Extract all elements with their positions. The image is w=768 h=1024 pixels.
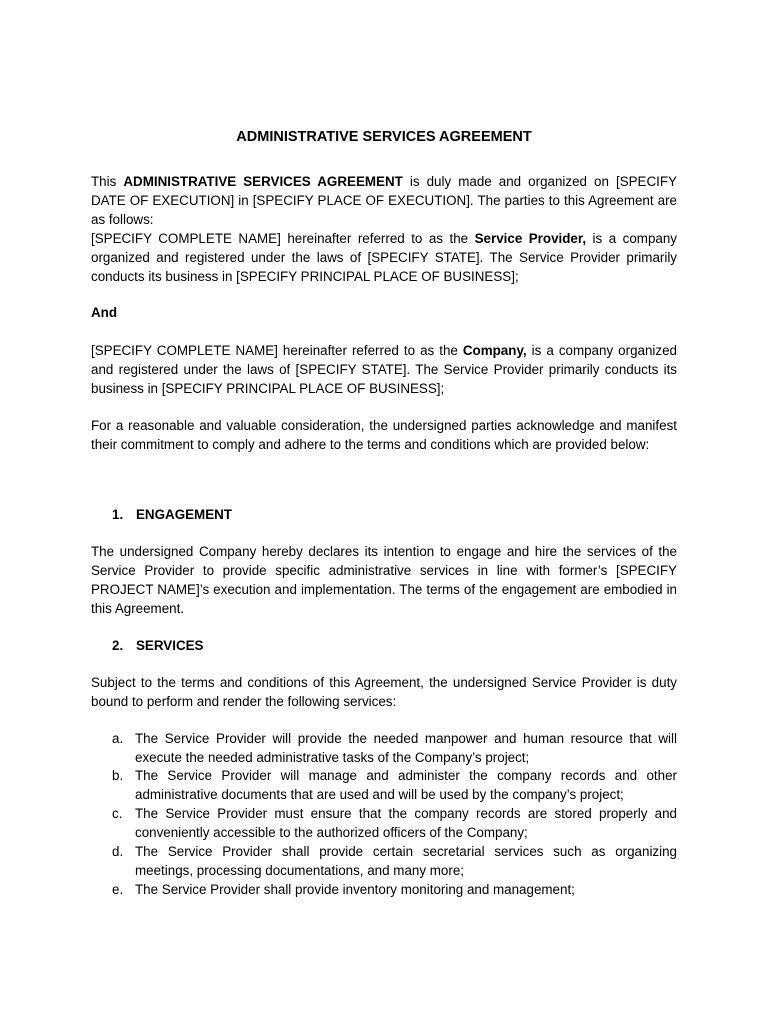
list-item-text: The Service Provider shall provide inventory monitoring and management;	[135, 882, 575, 897]
section-heading-engagement	[112, 505, 232, 524]
party1-pre: [SPECIFY COMPLETE NAME] hereinafter referred to as the	[91, 231, 475, 246]
list-item-text: The Service Provider will provide the needed manpower and human resource that will execute the needed administrative tasks of the Company’s project;	[135, 731, 677, 765]
list-item	[112, 880, 677, 899]
intro-post: is duly made and organized on [SPECIFY DATE OF EXECUTION] in [SPECIFY PLACE OF EXECUTION]. The parties to this Agreement are as follows:	[91, 174, 677, 227]
list-item-text: The Service Provider will manage and administer the company records and other administrative documents that are used and will be used by the company’s project;	[135, 768, 677, 802]
section-heading-services	[112, 636, 203, 655]
section-number: 2.	[112, 638, 124, 653]
list-item-letter: c.	[112, 806, 123, 821]
party1-bold: Service Provider,	[474, 231, 587, 246]
party1-paragraph	[91, 229, 677, 286]
party2-post: is a company organized and registered under the laws of [SPECIFY STATE]. The Service Provider primarily conducts its business in [SPECIFY PRINCIPAL PLACE OF BUSINESS];	[91, 343, 677, 396]
list-item	[112, 766, 677, 804]
list-item-text: The Service Provider shall provide certain secretarial services such as organizing meetings, processing documentations, and many more;	[135, 844, 677, 878]
section-title: SERVICES	[136, 638, 204, 653]
party2-bold: Company,	[462, 343, 527, 358]
section-title: ENGAGEMENT	[136, 507, 232, 522]
section-number: 1.	[112, 507, 124, 522]
list-item-letter: e.	[112, 882, 124, 897]
intro-paragraph	[91, 172, 677, 229]
list-item-letter: a.	[112, 731, 124, 746]
document-title: ADMINISTRATIVE SERVICES AGREEMENT	[236, 129, 532, 145]
list-item-letter: b.	[112, 768, 124, 783]
list-item	[112, 804, 677, 842]
intro-bold: ADMINISTRATIVE SERVICES AGREEMENT	[123, 174, 403, 189]
consideration-paragraph: For a reasonable and valuable consideration, the undersigned parties acknowledge and manifest their commitment to comply and adhere to the terms and conditions which are provided below:	[91, 418, 677, 452]
list-item	[112, 729, 677, 767]
list-item-text: The Service Provider must ensure that the company records are stored properly and conveniently accessible to the authorized officers of the Company;	[135, 806, 677, 840]
services-paragraph: Subject to the terms and conditions of this Agreement, the undersigned Service Provider is duty bound to perform and render the following services:	[91, 675, 677, 709]
and-label: And	[91, 305, 118, 320]
party1-post: is a company organized and registered under the laws of [SPECIFY STATE]. The Service Provider primarily conducts its business in [SPECIFY PRINCIPAL PLACE OF BUSINESS];	[91, 231, 677, 284]
engagement-paragraph: The undersigned Company hereby declares its intention to engage and hire the services of the Service Provider to provide specific administrative services in line with former’s [SPECIFY PROJECT NAME]’s execution and implementation. The terms of the engagement are embodied in this Agreement.	[91, 544, 677, 616]
party2-paragraph	[91, 341, 677, 398]
list-item	[112, 842, 677, 880]
party2-pre: [SPECIFY COMPLETE NAME] hereinafter referred to as the	[91, 343, 463, 358]
list-item-letter: d.	[112, 844, 124, 859]
intro-pre: This	[91, 174, 124, 189]
